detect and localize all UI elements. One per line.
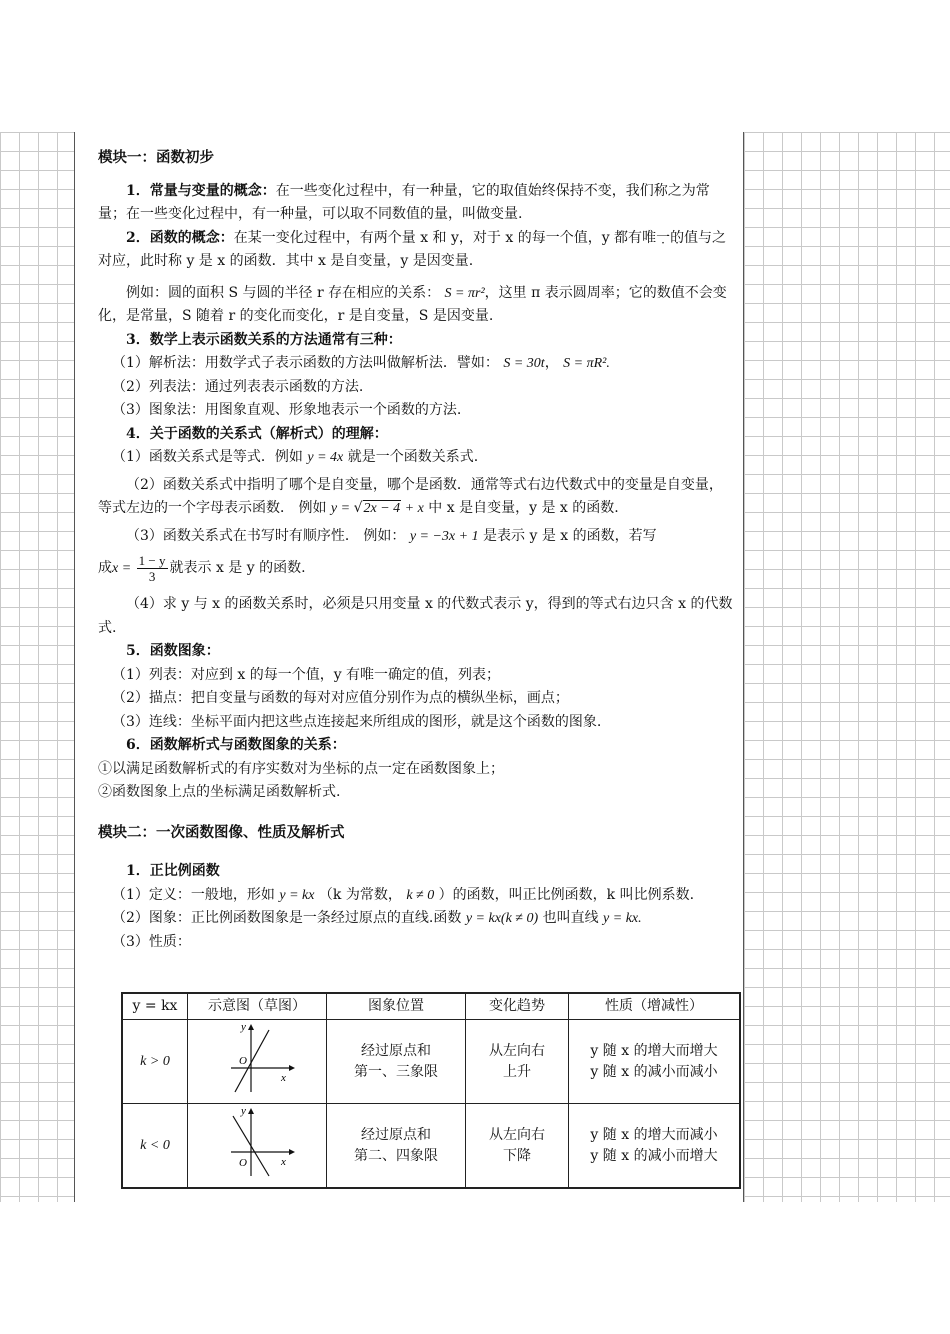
table-row [122,1104,740,1189]
y-axis-arrow [248,1024,254,1030]
properties-table [121,992,741,1189]
x-axis-label: x [281,1072,286,1084]
condition-cell: k < 0 [122,1104,188,1189]
method-graph: （3）图象法：用图象直观、形象地表示一个函数的方法. [112,402,462,418]
right-border [743,132,744,1202]
condition-cell: k > 0 [122,1020,188,1104]
origin-label: O [239,1055,247,1067]
sketch-cell [188,1020,327,1104]
y-axis-label: y [241,1105,246,1117]
trend-cell: 从左向右 下降 [466,1104,569,1189]
increasing-line-sketch [217,1020,297,1096]
understanding-2: （2）函数关系式中指明了哪个是自变量，哪个是函数．通常等式右边代数式中的变量是自变量，等式左边的一个字母表示函数． 例如 y = √2x − 4 + x 中 x 是自变量，y 是 x 的函数. [98,476,723,516]
property-cell: y 随 x 的增大而减小 y 随 x 的减小而增大 [569,1104,741,1189]
x-axis-arrow [289,1149,295,1155]
property-cell: y 随 x 的增大而增大 y 随 x 的减小而减小 [569,1020,741,1104]
relation-1: ①以满足函数解析式的有序实数对为坐标的点一定在函数图象上； [98,760,504,777]
heading-function-graph: 5．函数图象： [126,643,220,659]
method-table: （2）列表法：通过列表表示函数的方法. [112,378,364,395]
paragraph-constants: 1．常量与变量的概念：在一些变化过程中，有一种量，它的取值始终保持不变，我们称之为常量；在一些变化过程中，有一种量，可以取不同数值的量，叫做变量. [98,182,710,222]
graph-step-2: （2）描点：把自变量与函数的每对对应值分别作为点的横纵坐标，画点； [112,690,569,706]
understanding-4: （4）求 y 与 x 的函数关系时，必须是只用变量 x 的代数式表示 y，得到的等式右边只含 x 的代数式. [98,596,733,636]
y-axis-arrow [248,1108,254,1114]
position-cell: 经过原点和 第一、三象限 [327,1020,466,1104]
worksheet-page [75,132,743,1202]
table-header: y = kx [122,993,188,1020]
table-row [122,1020,740,1104]
x-axis-arrow [289,1065,295,1071]
understanding-3: （3）函数关系式在书写时有顺序性． 例如： y = −3x + 1 是表示 y 是 x 的函数，若写 [126,527,657,544]
graph-step-3: （3）连线：坐标平面内把这些点连接起来所组成的图形，就是这个函数的图象. [112,713,602,730]
right-grid-margin [744,132,950,1202]
method-analytic: （1）解析法：用数学式子表示函数的方法叫做解析法．譬如： S = 30t， S = πR². [112,355,610,371]
direct-proportion-image: （2）图象：正比例函数图象是一条经过原点的直线.函数 y = kx(k ≠ 0) 也叫直线 y = kx. [112,910,642,926]
heading-representation-methods: 3．数学上表示函数关系的方法通常有三种： [126,331,402,348]
table-header: 图象位置 [327,993,466,1020]
table-header-row [122,993,740,1020]
heading-expression-graph-relation: 6．函数解析式与函数图象的关系： [126,737,346,753]
sketch-cell [188,1104,327,1189]
module2-title: 模块二：一次函数图像、性质及解析式 [98,823,345,841]
decreasing-line-sketch [217,1104,297,1180]
understanding-1: （1）函数关系式是等式．例如 y = 4x 就是一个函数关系式. [112,449,479,465]
table-header: 性质（增减性） [569,993,741,1020]
paragraph-example-circle: 例如：圆的面积 S 与圆的半径 r 存在相应的关系： S = πr²，这里 π 表示圆周率；它的数值不会变化，是常量，S 随着 r 的变化而变化，r 是自变量，S 是因变量. [98,284,727,324]
fraction: $\frac{1 - y}{3}$ [138,552,166,584]
trend-cell: 从左向右 上升 [466,1020,569,1104]
understanding-3-cont: 成x = $\frac{1 - y}{3}$ 就表示 x 是 y 的函数. [98,552,306,584]
graph-step-1: （1）列表：对应到 x 的每一个值，y 有唯一确定的值，列表； [112,666,501,683]
position-cell: 经过原点和 第二、四象限 [327,1104,466,1189]
relation-2: ②函数图象上点的坐标满足函数解析式. [98,784,341,800]
direct-proportion-definition: （1）定义：一般地，形如 y = kx （k 为常数， k ≠ 0 ）的函数，叫正比例函数，k 叫比例系数. [112,886,695,903]
table-header: 变化趋势 [466,993,569,1020]
table-header: 示意图（草图） [188,993,327,1020]
heading-relation-understanding: 4．关于函数的关系式（解析式）的理解： [126,425,388,442]
paragraph-function-concept: 2．函数的概念：在某一变化过程中，有两个量 x 和 y，对于 x 的每一个值，y 都有唯一的值与之对应，此时称 y 是 x 的函数．其中 x 是自变量，y 是因变量. [98,229,727,269]
x-axis-label: x [281,1156,286,1168]
module1-title: 模块一：函数初步 [98,149,214,166]
heading-direct-proportion: 1．正比例函数 [126,863,220,879]
worksheet-content [98,146,734,954]
origin-label: O [239,1157,247,1169]
direct-proportion-properties-label: （3）性质： [112,933,191,950]
left-grid-margin [0,132,74,1202]
y-axis-label: y [241,1021,246,1033]
